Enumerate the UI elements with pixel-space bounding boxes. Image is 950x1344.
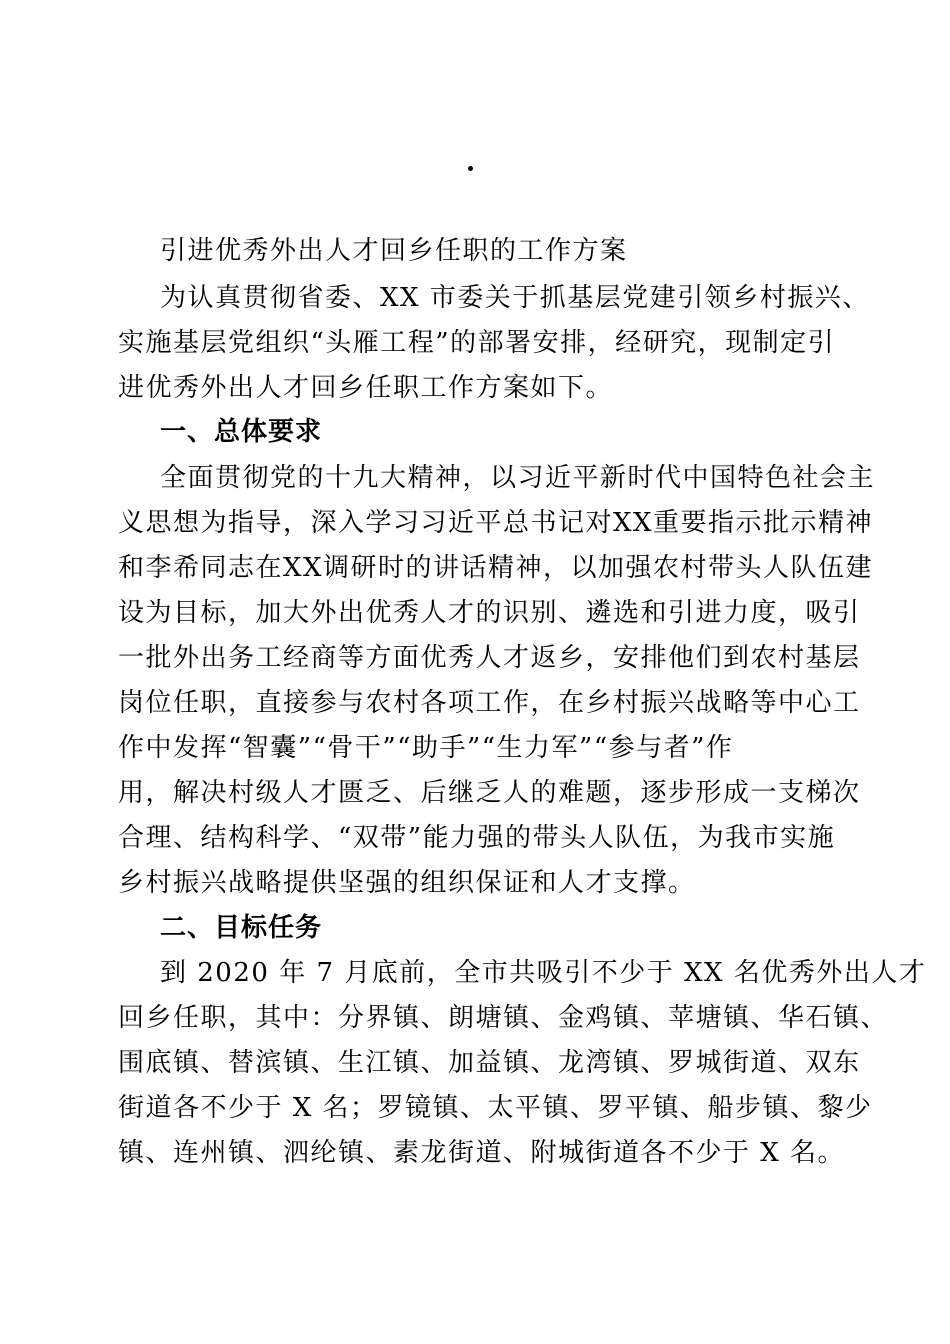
section1-line: 一批外出务工经商等方面优秀人才返乡，安排他们到农村基层 bbox=[118, 643, 861, 673]
section2-heading: 二、目标任务 bbox=[160, 913, 323, 943]
section2-line: 到 2020 年 7 月底前，全市共吸引不少于 XX 名优秀外出人才 bbox=[160, 958, 927, 988]
section2-line: 围底镇、替滨镇、生江镇、加益镇、龙湾镇、罗城街道、双东 bbox=[118, 1048, 861, 1078]
section2-line: 回乡任职，其中：分界镇、朗塘镇、金鸡镇、苹塘镇、华石镇、 bbox=[118, 1003, 889, 1033]
section2-line: 街道各不少于 X 名；罗镜镇、太平镇、罗平镇、船步镇、黎少 bbox=[118, 1093, 873, 1123]
intro-line: 为认真贯彻省委、XX 市委关于抓基层党建引领乡村振兴、 bbox=[160, 283, 870, 313]
section1-heading: 一、总体要求 bbox=[160, 417, 323, 447]
section1-line: 合理、结构科学、“双带”能力强的带头人队伍，为我市实施 bbox=[118, 823, 836, 853]
section1-line: 和李希同志在XX调研时的讲话精神，以加强农村带头人队伍建 bbox=[118, 553, 874, 583]
section1-line: 用，解决村级人才匮乏、后继乏人的难题，逐步形成一支梯次 bbox=[118, 778, 861, 808]
document-title: 引进优秀外出人才回乡任职的工作方案 bbox=[160, 236, 628, 266]
intro-line: 进优秀外出人才回乡任职工作方案如下。 bbox=[118, 373, 614, 403]
section1-line: 岗位任职，直接参与农村各项工作，在乡村振兴战略等中心工 bbox=[118, 688, 861, 718]
section2-line: 镇、连州镇、泗纶镇、素龙街道、附城街道各不少于 X 名。 bbox=[118, 1138, 846, 1168]
intro-line: 实施基层党组织“头雁工程”的部署安排，经研究，现制定引 bbox=[118, 328, 836, 358]
section1-line: 乡村振兴战略提供坚强的组织保证和人才支撑。 bbox=[118, 868, 696, 898]
section1-line: 作中发挥“智囊”“骨干”“助手”“生力军”“参与者”作 bbox=[118, 733, 734, 763]
header-dot-mark bbox=[468, 166, 473, 171]
section1-line: 义思想为指导，深入学习习近平总书记对XX重要指示批示精神 bbox=[118, 508, 874, 538]
section1-line: 全面贯彻党的十九大精神，以习近平新时代中国特色社会主 bbox=[160, 463, 876, 493]
section1-line: 设为目标，加大外出优秀人才的识别、遴选和引进力度，吸引 bbox=[118, 598, 861, 628]
